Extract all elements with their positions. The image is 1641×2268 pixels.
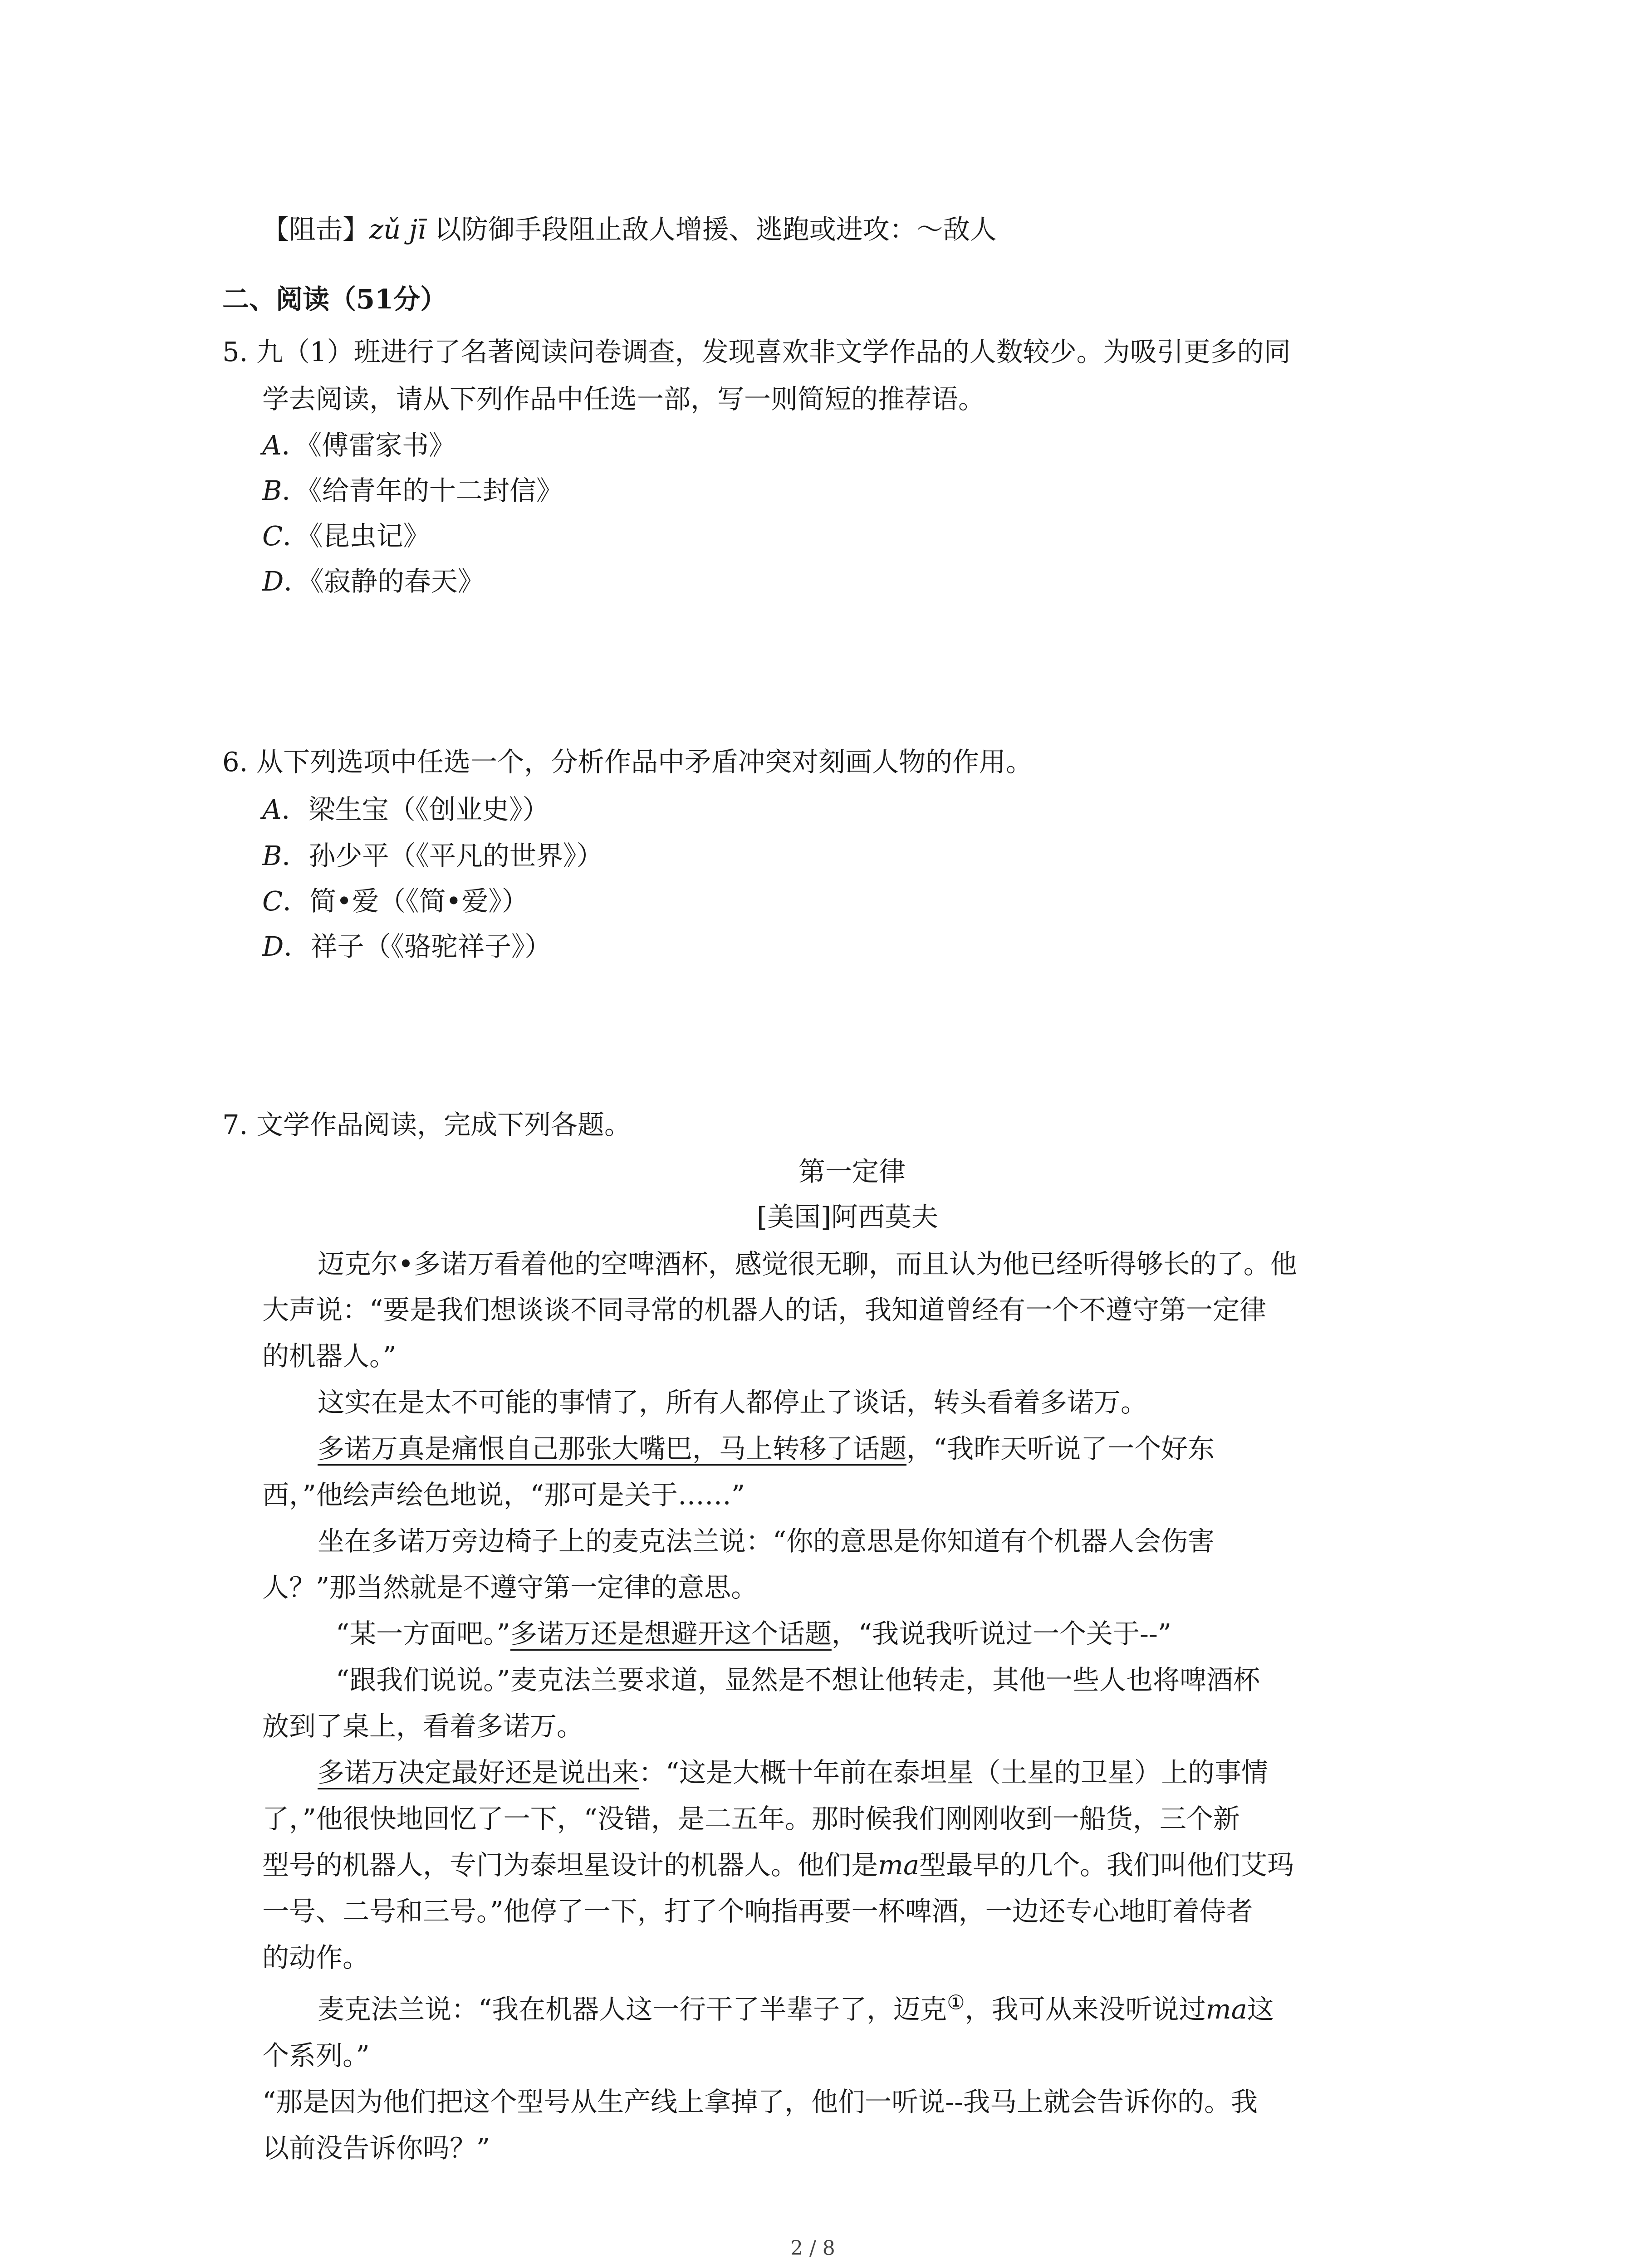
q7-line1: 7. 文学作品阅读，完成下列各题。 [222, 1109, 632, 1140]
story-author: [美国]阿西莫夫 [757, 1201, 939, 1232]
dictionary-pinyin: zǔ jī [369, 214, 426, 245]
q6-option-a: A．梁生宝（《创业史》） [262, 794, 549, 825]
p7-underlined-phrase: 多诺万决定最好还是说出来 [318, 1757, 639, 1788]
p7-line2: 了，”他很快地回忆了一下，“没错，是二五年。那时候我们刚刚收到一船货，三个新 [262, 1803, 1240, 1834]
p5-underlined-phrase: 多诺万还是想避开这个话题 [510, 1618, 832, 1649]
q5-line2: 学去阅读，请从下列作品中任选一部，写一则简短的推荐语。 [262, 383, 985, 415]
p9-line2: 以前没告诉你吗？” [262, 2132, 490, 2164]
p1-line1: 迈克尔•多诺万看着他的空啤酒杯，感觉很无聊，而且认为他已经听得够长的了。他 [318, 1248, 1297, 1280]
dictionary-entry [262, 216, 997, 243]
p1-line2: 大声说：“要是我们想谈谈不同寻常的机器人的话，我知道曾经有一个不遵守第一定律 [262, 1294, 1267, 1325]
q5-option-b: B．《给青年的十二封信》 [262, 475, 563, 506]
dictionary-definition: 以防御手段阻止敌人增援、逃跑或进攻：～敌人 [434, 214, 997, 245]
section-heading: 二、阅读（51分） [222, 284, 447, 315]
q5-option-d: D．《寂静的春天》 [262, 566, 485, 597]
q6-option-c: C．简•爱（《简•爱》） [262, 885, 529, 917]
story-title: 第一定律 [798, 1156, 906, 1187]
p3-underlined-phrase: 多诺万真是痛恨自己那张大嘴巴，马上转移了话题 [318, 1433, 907, 1464]
p7-line1: 多诺万决定最好还是说出来：“这是大概十年前在泰坦星（土星的卫星）上的事情 [318, 1757, 1269, 1788]
p7-line5: 的动作。 [262, 1942, 370, 1973]
page-number: 2 / 8 [790, 2237, 835, 2260]
p5-line1: “某一方面吧。”多诺万还是想避开这个话题，“我说我听说过一个关于--” [336, 1618, 1172, 1649]
footnote-marker: ① [947, 1991, 965, 2014]
p3-line1: 多诺万真是痛恨自己那张大嘴巴，马上转移了话题，“我昨天听说了一个好东 [318, 1433, 1215, 1464]
p7-line3: 型号的机器人，专门为泰坦星设计的机器人。他们是ma型最早的几个。我们叫他们艾玛 [262, 1849, 1294, 1881]
q5-line1: 5. 九（1）班进行了名著阅读问卷调查，发现喜欢非文学作品的人数较少。为吸引更多的同 [222, 336, 1291, 367]
p8-line2: 个系列。” [262, 2040, 370, 2071]
q5-option-c: C．《昆虫记》 [262, 520, 430, 552]
q5-option-a: A．《傅雷家书》 [262, 430, 456, 461]
q6-option-b: B．孙少平（《平凡的世界》） [262, 840, 603, 871]
p9-line1: “那是因为他们把这个型号从生产线上拿掉了，他们一听说--我马上就会告诉你的。我 [262, 2086, 1258, 2117]
dictionary-term: 【阻击】 [262, 214, 370, 245]
p2-line1: 这实在是太不可能的事情了，所有人都停止了谈话，转头看着多诺万。 [318, 1387, 1148, 1418]
p1-line3: 的机器人。” [262, 1340, 397, 1372]
p8-line1: 麦克法兰说：“我在机器人这一行干了半辈子了，迈克①，我可从来没听说过ma这 [318, 1991, 1274, 2025]
p7-line4: 一号、二号和三号。”他停了一下，打了个响指再要一杯啤酒，一边还专心地盯着侍者 [262, 1896, 1253, 1927]
p3-line2: 西，”他绘声绘色地说，“那可是关于……” [262, 1479, 745, 1510]
p6-line1: “跟我们说说。”麦克法兰要求道，显然是不想让他转走，其他一些人也将啤酒杯 [336, 1664, 1260, 1696]
p4-line1: 坐在多诺万旁边椅子上的麦克法兰说：“你的意思是你知道有个机器人会伤害 [318, 1525, 1215, 1557]
p4-line2: 人？”那当然就是不遵守第一定律的意思。 [262, 1572, 758, 1603]
q6-line1: 6. 从下列选项中任选一个，分析作品中矛盾冲突对刻画人物的作用。 [222, 746, 1033, 777]
p6-line2: 放到了桌上，看着多诺万。 [262, 1711, 584, 1742]
q6-option-d: D．祥子（《骆驼祥子》） [262, 931, 552, 962]
